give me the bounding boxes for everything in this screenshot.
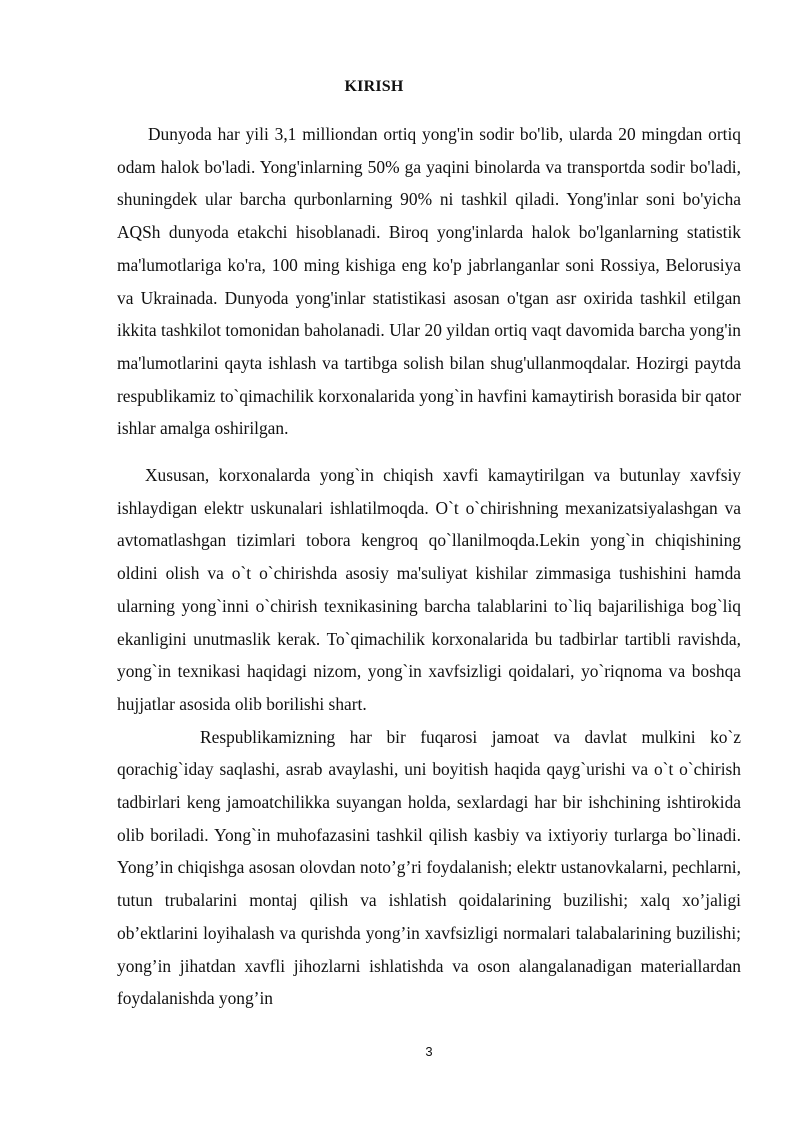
paragraph-2: Xususan, korxonalarda yong`in chiqish xavfi kamaytirilgan va butunlay xavfsiy ishlaydigan elektr uskunalari ishlatilmoqda. O`t o`chirishning mexanizatsiyalashgan va avtomatlashgan tizimlari tobora kengroq qo`llanilmoqda.Lekin yong`in chiqishining oldini olish va o`t o`chirishda asosiy ma'suliyat kishilar zimmasiga tushishini hamda ularning yong`inni o`chirish texnikasining barcha talablarini to`liq bajarilishiga bog`liq ekanligini unutmaslik kerak. To`qimachilik korxonalarida bu tadbirlar tartibli ravishda, yong`in texnikasi haqidagi nizom, yong`in xavfsizligi qoidalari, yo`riqnoma va boshqa hujjatlar asosida olib borilishi shart.	[117, 465, 741, 714]
paragraph-3: Respublikamizning har bir fuqarosi jamoat va davlat mulkini ko`z qorachig`iday saqlashi, asrab avaylashi, uni boyitish haqida qayg`urishi va o`t o`chirish tadbirlari keng jamoatchilikka suyangan holda, sexlardagi har bir ishchining ishtirokida olib boriladi. Yong`in muhofazasini tashkil qilish kasbiy va ixtiyoriy turlarga bo`linadi. Yong’in chiqishga asosan olovdan noto’g’ri foydalanish; elektr ustanovkalarni, pechlarni, tutun trubalarini montaj qilish va ishlatish qoidalarining buzilishi; xalq xo’jaligi ob’ektlarini loyihalash va qurishda yong’in xavfsizligi normalari talabalarining buzilishi; yong’in jihatdan xavfli jihozlarni ishlatishda va oson alangalanadigan materiallardan foydalanishda yong’in	[117, 726, 741, 1009]
paragraph-1: Dunyoda har yili 3,1 milliondan ortiq yong'in sodir bo'lib, ularda 20 mingdan ortiq odam halok bo'ladi. Yong'inlarning 50% ga yaqini binolarda va transportda sodir bo'ladi, shuningdek ular barcha qurbonlarning 90% ni tashkil qiladi. Yong'inlar soni bo'yicha AQSh dunyoda etakchi hisoblanadi. Biroq yong'inlarda halok bo'lganlarning statistik ma'lumotlariga ko'ra, 100 ming kishiga eng ko'p jabrlanganlar soni Rossiya, Belorusiya va Ukrainada. Dunyoda yong'inlar statistikasi asosan o'tgan asr oxirida tashkil etilgan ikkita tashkilot tomonidan baholanadi. Ular 20 yildan ortiq vaqt davomida barcha yong'in ma'lumotlarini qayta ishlash va tartibga solish bilan shug'ullanmoqdalar. Hozirgi paytda respublikamiz to`qimachilik korxonalarida yong`in havfini kamaytirish borasida bir qator ishlar amalga oshirilgan.	[117, 124, 741, 439]
body-text	[117, 118, 741, 1015]
section-heading: KIRISH	[344, 78, 404, 95]
page-number: 3	[425, 1044, 433, 1059]
